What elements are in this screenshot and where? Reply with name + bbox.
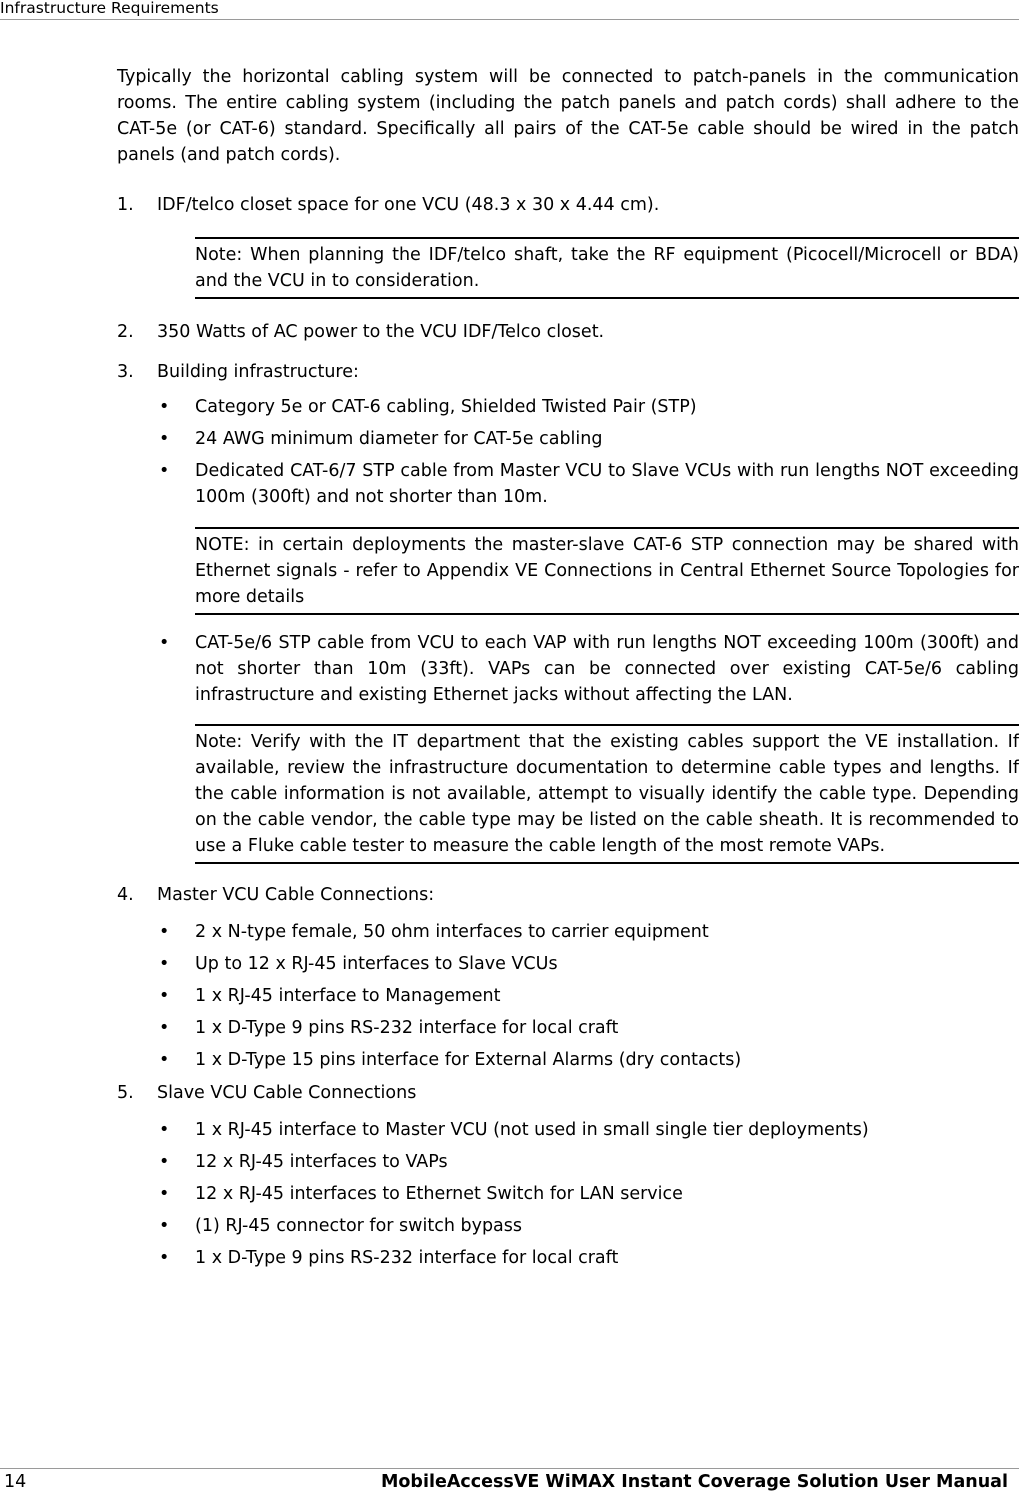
page-body [117, 64, 1019, 1271]
page-footer [0, 1468, 1019, 1496]
bullet-item [117, 983, 1019, 1009]
section-title: Infrastructure Requirements [0, 0, 219, 17]
bullet-icon: • [159, 1018, 170, 1038]
bullet-item [117, 426, 1019, 452]
bullet-icon: • [159, 429, 170, 449]
bullet-item [117, 394, 1019, 420]
bullet-text: 24 AWG minimum diameter for CAT-5e cabling [195, 429, 603, 449]
bullet-text: 1 x D-Type 9 pins RS-232 interface for local craft [195, 1248, 619, 1268]
intro-paragraph: Typically the horizontal cabling system will be connected to patch-panels in the communication rooms. The entire cabling system (including the patch panels and patch cords) shall adhere to the CAT-5e (or CAT-6) standard. Specifically all pairs of the CAT-5e cable should be wired in the patch panels (and patch cords). [117, 67, 1019, 165]
bullet-text: 2 x N-type female, 50 ohm interfaces to carrier equipment [195, 922, 709, 942]
bullet-item [117, 1181, 1019, 1207]
bullet-text: 1 x D-Type 9 pins RS-232 interface for local craft [195, 1018, 619, 1038]
bullet-icon: • [159, 633, 170, 653]
bullet-text: CAT-5e/6 STP cable from VCU to each VAP with run lengths NOT exceeding 100m (300ft) and not shorter than 10m (33ft). VAPs can be connected over existing CAT-5e/6 cabling infrastructure and existing Ethernet jacks without affecting the LAN. [195, 633, 1019, 705]
list-item-4 [117, 882, 1019, 908]
bullet-text: 1 x RJ-45 interface to Management [195, 986, 501, 1006]
bullet-text: 12 x RJ-45 interfaces to VAPs [195, 1152, 448, 1172]
bullet-icon: • [159, 1120, 170, 1140]
item-number: 3. [117, 362, 134, 382]
bullet-item [117, 1047, 1019, 1073]
note-box-2 [195, 527, 1019, 615]
note-text: Note: When planning the IDF/telco shaft, take the RF equipment (Picocell/Microcell or BDA) and the VCU in to consideration. [195, 245, 1019, 291]
bullet-icon: • [159, 986, 170, 1006]
bullet-text: 1 x D-Type 15 pins interface for External Alarms (dry contacts) [195, 1050, 742, 1070]
note-box-3 [195, 724, 1019, 864]
bullet-item [117, 458, 1019, 510]
bullet-icon: • [159, 1248, 170, 1268]
bullet-text: Category 5e or CAT-6 cabling, Shielded Twisted Pair (STP) [195, 397, 697, 417]
running-header [0, 0, 1019, 20]
bullet-text: 1 x RJ-45 interface to Master VCU (not used in small single tier deployments) [195, 1120, 869, 1140]
bullet-text: Up to 12 x RJ-45 interfaces to Slave VCUs [195, 954, 558, 974]
item-number: 5. [117, 1083, 134, 1103]
bullet-icon: • [159, 1184, 170, 1204]
note-box-1 [195, 237, 1019, 299]
bullet-item [117, 1245, 1019, 1271]
bullet-icon: • [159, 1216, 170, 1236]
bullet-icon: • [159, 1152, 170, 1172]
item-text: Building infrastructure: [157, 362, 359, 382]
bullet-icon: • [159, 461, 170, 481]
item-text: 350 Watts of AC power to the VCU IDF/Telco closet. [157, 322, 605, 342]
bullet-item [117, 1149, 1019, 1175]
bullet-text: (1) RJ-45 connector for switch bypass [195, 1216, 523, 1236]
item-number: 2. [117, 322, 134, 342]
bullet-item [117, 1015, 1019, 1041]
note-text: Note: Verify with the IT department that the existing cables support the VE installation. If available, review the infrastructure documentation to determine cable types and lengths. If the cable information is not available, attempt to visually identify the cable type. Depending on the cable vendor, the cable type may be listed on the cable sheath. It is recommended to use a Fluke cable tester to measure the cable length of the most remote VAPs. [195, 732, 1019, 856]
bullet-icon: • [159, 922, 170, 942]
list-item-5 [117, 1080, 1019, 1106]
bullet-icon: • [159, 397, 170, 417]
item-text: IDF/telco closet space for one VCU (48.3 x 30 x 4.44 cm). [157, 195, 660, 215]
note-text: NOTE: in certain deployments the master-slave CAT-6 STP connection may be shared with Ethernet signals - refer to Appendix VE Connections in Central Ethernet Source Topologies for more details [195, 535, 1019, 607]
manual-title: MobileAccessVE WiMAX Instant Coverage Solution User Manual [381, 1472, 1008, 1492]
bullet-item [117, 1117, 1019, 1143]
item-text: Slave VCU Cable Connections [157, 1083, 417, 1103]
bullet-icon: • [159, 954, 170, 974]
list-item-2 [117, 319, 1019, 345]
list-item-1 [117, 192, 1019, 218]
bullet-item [117, 951, 1019, 977]
bullet-item [117, 630, 1019, 708]
page-number: 14 [4, 1472, 27, 1492]
item-number: 4. [117, 885, 134, 905]
bullet-item [117, 919, 1019, 945]
bullet-item [117, 1213, 1019, 1239]
list-item-3 [117, 359, 1019, 385]
item-number: 1. [117, 195, 134, 215]
bullet-text: Dedicated CAT-6/7 STP cable from Master VCU to Slave VCUs with run lengths NOT exceeding 100m (300ft) and not shorter than 10m. [195, 461, 1019, 507]
bullet-icon: • [159, 1050, 170, 1070]
bullet-text: 12 x RJ-45 interfaces to Ethernet Switch for LAN service [195, 1184, 683, 1204]
item-text: Master VCU Cable Connections: [157, 885, 435, 905]
